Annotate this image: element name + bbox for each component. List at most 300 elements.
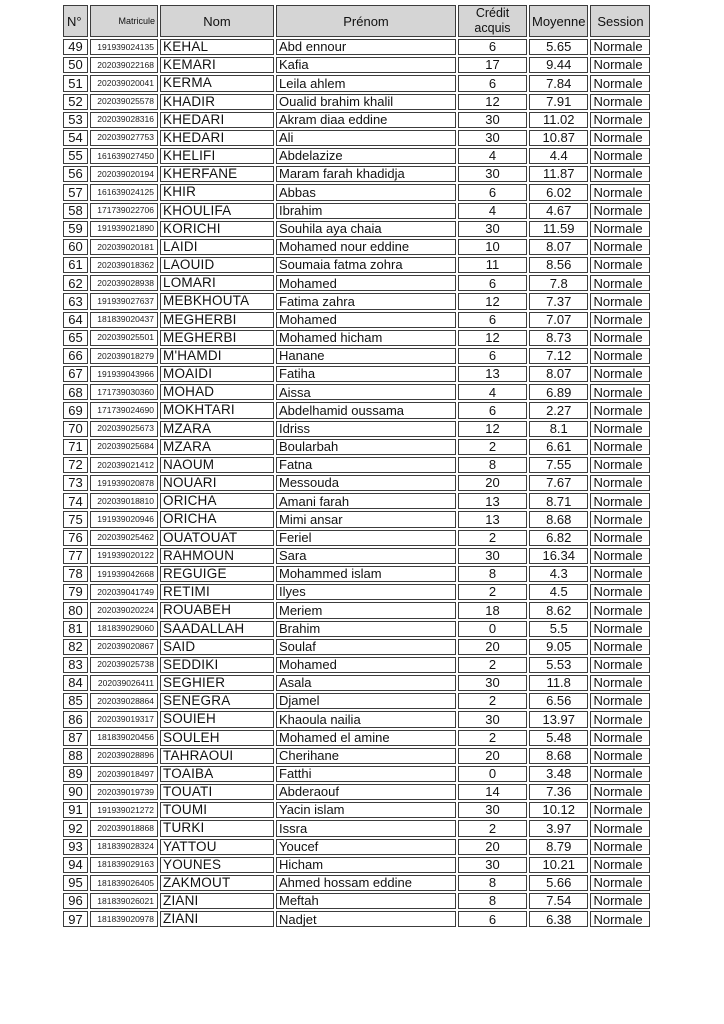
table-row bbox=[63, 312, 650, 328]
cell-nom: TOUMI bbox=[160, 802, 274, 818]
cell-moyenne: 10.12 bbox=[529, 802, 588, 818]
cell-num: 61 bbox=[63, 257, 88, 273]
cell-num: 88 bbox=[63, 748, 88, 764]
cell-prenom: Mohamed nour eddine bbox=[276, 239, 456, 255]
cell-matricule: 202039020867 bbox=[90, 639, 158, 655]
cell-session: Normale bbox=[590, 148, 650, 164]
cell-matricule: 202039041749 bbox=[90, 584, 158, 600]
cell-credit: 6 bbox=[458, 39, 527, 55]
cell-num: 73 bbox=[63, 475, 88, 491]
cell-credit: 30 bbox=[458, 166, 527, 182]
table-row bbox=[63, 566, 650, 582]
table-row bbox=[63, 166, 650, 182]
cell-credit: 14 bbox=[458, 784, 527, 800]
cell-moyenne: 6.38 bbox=[529, 911, 588, 927]
table-row bbox=[63, 657, 650, 673]
cell-credit: 18 bbox=[458, 602, 527, 618]
cell-num: 64 bbox=[63, 312, 88, 328]
cell-num: 90 bbox=[63, 784, 88, 800]
cell-prenom: Mohamed bbox=[276, 275, 456, 291]
cell-nom: SAADALLAH bbox=[160, 621, 274, 637]
cell-matricule: 202039025673 bbox=[90, 421, 158, 437]
table-row bbox=[63, 148, 650, 164]
table-row bbox=[63, 730, 650, 746]
table-row bbox=[63, 748, 650, 764]
cell-moyenne: 11.8 bbox=[529, 675, 588, 691]
cell-nom: KEMARI bbox=[160, 57, 274, 73]
cell-credit: 30 bbox=[458, 112, 527, 128]
cell-prenom: Souhila aya chaia bbox=[276, 221, 456, 237]
cell-nom: SOUIEH bbox=[160, 711, 274, 727]
cell-matricule: 181839029060 bbox=[90, 621, 158, 637]
cell-prenom: Fatiha bbox=[276, 366, 456, 382]
cell-nom: MEBKHOUTA bbox=[160, 293, 274, 309]
cell-session: Normale bbox=[590, 602, 650, 618]
cell-prenom: Abdelazize bbox=[276, 148, 456, 164]
cell-matricule: 191939042668 bbox=[90, 566, 158, 582]
cell-nom: YATTOU bbox=[160, 839, 274, 855]
table-row bbox=[63, 130, 650, 146]
cell-moyenne: 5.53 bbox=[529, 657, 588, 673]
table-body bbox=[63, 39, 650, 927]
cell-matricule: 202039020194 bbox=[90, 166, 158, 182]
cell-session: Normale bbox=[590, 312, 650, 328]
table-row bbox=[63, 257, 650, 273]
cell-matricule: 202039025738 bbox=[90, 657, 158, 673]
cell-prenom: Amani farah bbox=[276, 493, 456, 509]
cell-prenom: Hanane bbox=[276, 348, 456, 364]
cell-matricule: 202039021412 bbox=[90, 457, 158, 473]
cell-num: 93 bbox=[63, 839, 88, 855]
cell-prenom: Oualid brahim khalil bbox=[276, 94, 456, 110]
cell-num: 80 bbox=[63, 602, 88, 618]
table-row bbox=[63, 875, 650, 891]
cell-moyenne: 7.67 bbox=[529, 475, 588, 491]
cell-session: Normale bbox=[590, 820, 650, 836]
cell-num: 66 bbox=[63, 348, 88, 364]
cell-session: Normale bbox=[590, 511, 650, 527]
cell-matricule: 202039018868 bbox=[90, 820, 158, 836]
cell-session: Normale bbox=[590, 475, 650, 491]
cell-matricule: 161639024125 bbox=[90, 184, 158, 200]
cell-session: Normale bbox=[590, 639, 650, 655]
cell-credit: 6 bbox=[458, 184, 527, 200]
cell-credit: 12 bbox=[458, 94, 527, 110]
cell-nom: KEHAL bbox=[160, 39, 274, 55]
cell-num: 86 bbox=[63, 711, 88, 727]
cell-matricule: 171739022706 bbox=[90, 203, 158, 219]
cell-credit: 11 bbox=[458, 257, 527, 273]
cell-prenom: Maram farah khadidja bbox=[276, 166, 456, 182]
table-row bbox=[63, 293, 650, 309]
table-row bbox=[63, 75, 650, 91]
table-row bbox=[63, 602, 650, 618]
cell-prenom: Nadjet bbox=[276, 911, 456, 927]
cell-matricule: 202039018279 bbox=[90, 348, 158, 364]
cell-session: Normale bbox=[590, 75, 650, 91]
cell-num: 50 bbox=[63, 57, 88, 73]
cell-nom: ZAKMOUT bbox=[160, 875, 274, 891]
cell-credit: 6 bbox=[458, 275, 527, 291]
cell-session: Normale bbox=[590, 439, 650, 455]
table-row bbox=[63, 675, 650, 691]
table-row bbox=[63, 384, 650, 400]
cell-matricule: 181839020978 bbox=[90, 911, 158, 927]
cell-moyenne: 5.48 bbox=[529, 730, 588, 746]
cell-num: 91 bbox=[63, 802, 88, 818]
cell-num: 89 bbox=[63, 766, 88, 782]
cell-matricule: 202039027753 bbox=[90, 130, 158, 146]
cell-matricule: 181839028324 bbox=[90, 839, 158, 855]
cell-session: Normale bbox=[590, 94, 650, 110]
cell-prenom: Fatthi bbox=[276, 766, 456, 782]
cell-session: Normale bbox=[590, 802, 650, 818]
cell-credit: 12 bbox=[458, 330, 527, 346]
header-row bbox=[63, 5, 650, 37]
cell-session: Normale bbox=[590, 330, 650, 346]
cell-credit: 2 bbox=[458, 693, 527, 709]
cell-matricule: 181839026405 bbox=[90, 875, 158, 891]
table-row bbox=[63, 530, 650, 546]
cell-moyenne: 8.1 bbox=[529, 421, 588, 437]
table-row bbox=[63, 366, 650, 382]
cell-prenom: Akram diaa eddine bbox=[276, 112, 456, 128]
cell-num: 71 bbox=[63, 439, 88, 455]
cell-session: Normale bbox=[590, 112, 650, 128]
cell-num: 55 bbox=[63, 148, 88, 164]
cell-credit: 4 bbox=[458, 203, 527, 219]
cell-nom: LAOUID bbox=[160, 257, 274, 273]
cell-moyenne: 4.4 bbox=[529, 148, 588, 164]
cell-session: Normale bbox=[590, 203, 650, 219]
cell-credit: 20 bbox=[458, 639, 527, 655]
cell-credit: 4 bbox=[458, 384, 527, 400]
cell-moyenne: 16.34 bbox=[529, 548, 588, 564]
cell-nom: KHADIR bbox=[160, 94, 274, 110]
cell-matricule: 202039025462 bbox=[90, 530, 158, 546]
cell-prenom: Abdelhamid oussama bbox=[276, 402, 456, 418]
cell-session: Normale bbox=[590, 166, 650, 182]
cell-prenom: Yacin islam bbox=[276, 802, 456, 818]
cell-credit: 0 bbox=[458, 766, 527, 782]
cell-moyenne: 7.12 bbox=[529, 348, 588, 364]
cell-moyenne: 13.97 bbox=[529, 711, 588, 727]
table-row bbox=[63, 421, 650, 437]
cell-moyenne: 7.36 bbox=[529, 784, 588, 800]
cell-nom: KHELIFI bbox=[160, 148, 274, 164]
cell-moyenne: 5.65 bbox=[529, 39, 588, 55]
table-row bbox=[63, 711, 650, 727]
cell-session: Normale bbox=[590, 293, 650, 309]
cell-nom: MEGHERBI bbox=[160, 330, 274, 346]
cell-prenom: Leila ahlem bbox=[276, 75, 456, 91]
cell-prenom: Meftah bbox=[276, 893, 456, 909]
cell-matricule: 202039025684 bbox=[90, 439, 158, 455]
cell-matricule: 202039028938 bbox=[90, 275, 158, 291]
cell-prenom: Abbas bbox=[276, 184, 456, 200]
cell-nom: KORICHI bbox=[160, 221, 274, 237]
cell-moyenne: 4.5 bbox=[529, 584, 588, 600]
table-row bbox=[63, 584, 650, 600]
cell-num: 87 bbox=[63, 730, 88, 746]
cell-nom: OUATOUAT bbox=[160, 530, 274, 546]
table-row bbox=[63, 857, 650, 873]
cell-num: 59 bbox=[63, 221, 88, 237]
cell-matricule: 202039028896 bbox=[90, 748, 158, 764]
cell-moyenne: 6.02 bbox=[529, 184, 588, 200]
table-row bbox=[63, 911, 650, 927]
cell-nom: KHERFANE bbox=[160, 166, 274, 182]
cell-num: 62 bbox=[63, 275, 88, 291]
cell-nom: SEGHIER bbox=[160, 675, 274, 691]
col-header-nom: Nom bbox=[160, 5, 274, 37]
cell-session: Normale bbox=[590, 784, 650, 800]
cell-session: Normale bbox=[590, 730, 650, 746]
cell-prenom: Soulaf bbox=[276, 639, 456, 655]
cell-session: Normale bbox=[590, 766, 650, 782]
cell-moyenne: 11.02 bbox=[529, 112, 588, 128]
cell-prenom: Ilyes bbox=[276, 584, 456, 600]
cell-credit: 2 bbox=[458, 820, 527, 836]
cell-nom: MZARA bbox=[160, 421, 274, 437]
cell-moyenne: 7.07 bbox=[529, 312, 588, 328]
table-row bbox=[63, 330, 650, 346]
cell-nom: NOUARI bbox=[160, 475, 274, 491]
cell-credit: 8 bbox=[458, 457, 527, 473]
cell-num: 75 bbox=[63, 511, 88, 527]
cell-session: Normale bbox=[590, 875, 650, 891]
cell-credit: 20 bbox=[458, 475, 527, 491]
cell-prenom: Ali bbox=[276, 130, 456, 146]
cell-num: 67 bbox=[63, 366, 88, 382]
cell-matricule: 181839029163 bbox=[90, 857, 158, 873]
cell-num: 92 bbox=[63, 820, 88, 836]
table-row bbox=[63, 693, 650, 709]
cell-nom: ROUABEH bbox=[160, 602, 274, 618]
cell-nom: TURKI bbox=[160, 820, 274, 836]
cell-nom: LOMARI bbox=[160, 275, 274, 291]
cell-moyenne: 6.82 bbox=[529, 530, 588, 546]
cell-matricule: 191939020878 bbox=[90, 475, 158, 491]
table-row bbox=[63, 639, 650, 655]
cell-prenom: Feriel bbox=[276, 530, 456, 546]
cell-prenom: Messouda bbox=[276, 475, 456, 491]
cell-session: Normale bbox=[590, 421, 650, 437]
cell-matricule: 191939020122 bbox=[90, 548, 158, 564]
cell-credit: 12 bbox=[458, 421, 527, 437]
cell-prenom: Mohamed bbox=[276, 312, 456, 328]
cell-moyenne: 7.55 bbox=[529, 457, 588, 473]
cell-nom: KHIR bbox=[160, 184, 274, 200]
cell-session: Normale bbox=[590, 857, 650, 873]
cell-num: 52 bbox=[63, 94, 88, 110]
cell-session: Normale bbox=[590, 657, 650, 673]
cell-matricule: 202039018362 bbox=[90, 257, 158, 273]
cell-nom: KERMA bbox=[160, 75, 274, 91]
cell-matricule: 202039020041 bbox=[90, 75, 158, 91]
cell-credit: 6 bbox=[458, 312, 527, 328]
cell-matricule: 161639027450 bbox=[90, 148, 158, 164]
cell-prenom: Asala bbox=[276, 675, 456, 691]
cell-nom: MEGHERBI bbox=[160, 312, 274, 328]
cell-prenom: Aissa bbox=[276, 384, 456, 400]
cell-credit: 6 bbox=[458, 402, 527, 418]
cell-prenom: Mohamed hicham bbox=[276, 330, 456, 346]
cell-nom: ORICHA bbox=[160, 493, 274, 509]
table-row bbox=[63, 402, 650, 418]
cell-session: Normale bbox=[590, 39, 650, 55]
cell-credit: 8 bbox=[458, 566, 527, 582]
cell-session: Normale bbox=[590, 893, 650, 909]
col-header-num: N° bbox=[63, 5, 88, 37]
cell-moyenne: 3.97 bbox=[529, 820, 588, 836]
table-row bbox=[63, 766, 650, 782]
cell-nom: MOHAD bbox=[160, 384, 274, 400]
cell-session: Normale bbox=[590, 548, 650, 564]
cell-credit: 2 bbox=[458, 657, 527, 673]
cell-num: 49 bbox=[63, 39, 88, 55]
table-header bbox=[63, 5, 650, 37]
cell-nom: SENEGRA bbox=[160, 693, 274, 709]
cell-moyenne: 5.5 bbox=[529, 621, 588, 637]
cell-nom: KHOULIFA bbox=[160, 203, 274, 219]
cell-num: 56 bbox=[63, 166, 88, 182]
cell-credit: 0 bbox=[458, 621, 527, 637]
table-row bbox=[63, 94, 650, 110]
cell-prenom: Djamel bbox=[276, 693, 456, 709]
table-row bbox=[63, 475, 650, 491]
table-row bbox=[63, 493, 650, 509]
cell-nom: TOUATI bbox=[160, 784, 274, 800]
cell-moyenne: 4.67 bbox=[529, 203, 588, 219]
cell-session: Normale bbox=[590, 184, 650, 200]
cell-credit: 10 bbox=[458, 239, 527, 255]
cell-num: 63 bbox=[63, 293, 88, 309]
cell-session: Normale bbox=[590, 493, 650, 509]
cell-nom: REGUIGE bbox=[160, 566, 274, 582]
cell-moyenne: 7.37 bbox=[529, 293, 588, 309]
cell-num: 70 bbox=[63, 421, 88, 437]
cell-prenom: Fatna bbox=[276, 457, 456, 473]
cell-moyenne: 7.8 bbox=[529, 275, 588, 291]
cell-credit: 20 bbox=[458, 839, 527, 855]
cell-moyenne: 6.89 bbox=[529, 384, 588, 400]
cell-prenom: Mohamed bbox=[276, 657, 456, 673]
cell-nom: MOAIDI bbox=[160, 366, 274, 382]
cell-credit: 2 bbox=[458, 530, 527, 546]
cell-moyenne: 8.68 bbox=[529, 511, 588, 527]
cell-num: 97 bbox=[63, 911, 88, 927]
table-row bbox=[63, 820, 650, 836]
cell-prenom: Abderaouf bbox=[276, 784, 456, 800]
cell-prenom: Fatima zahra bbox=[276, 293, 456, 309]
cell-prenom: Boularbah bbox=[276, 439, 456, 455]
cell-session: Normale bbox=[590, 402, 650, 418]
cell-num: 60 bbox=[63, 239, 88, 255]
cell-num: 96 bbox=[63, 893, 88, 909]
cell-matricule: 202039025578 bbox=[90, 94, 158, 110]
col-header-credit: Crédit acquis bbox=[458, 5, 527, 37]
cell-credit: 20 bbox=[458, 748, 527, 764]
cell-nom: RAHMOUN bbox=[160, 548, 274, 564]
cell-num: 82 bbox=[63, 639, 88, 655]
cell-nom: KHEDARI bbox=[160, 130, 274, 146]
cell-credit: 12 bbox=[458, 293, 527, 309]
table-row bbox=[63, 57, 650, 73]
cell-credit: 30 bbox=[458, 857, 527, 873]
cell-moyenne: 8.71 bbox=[529, 493, 588, 509]
cell-nom: TOAIBA bbox=[160, 766, 274, 782]
cell-moyenne: 8.73 bbox=[529, 330, 588, 346]
table-row bbox=[63, 221, 650, 237]
cell-num: 77 bbox=[63, 548, 88, 564]
cell-moyenne: 3.48 bbox=[529, 766, 588, 782]
cell-num: 79 bbox=[63, 584, 88, 600]
cell-num: 76 bbox=[63, 530, 88, 546]
cell-moyenne: 2.27 bbox=[529, 402, 588, 418]
cell-num: 78 bbox=[63, 566, 88, 582]
cell-num: 81 bbox=[63, 621, 88, 637]
cell-nom: NAOUM bbox=[160, 457, 274, 473]
cell-session: Normale bbox=[590, 748, 650, 764]
cell-matricule: 202039019739 bbox=[90, 784, 158, 800]
cell-session: Normale bbox=[590, 711, 650, 727]
cell-num: 58 bbox=[63, 203, 88, 219]
cell-matricule: 202039019317 bbox=[90, 711, 158, 727]
table-row bbox=[63, 275, 650, 291]
cell-nom: SEDDIKI bbox=[160, 657, 274, 673]
cell-prenom: Cherihane bbox=[276, 748, 456, 764]
cell-nom: KHEDARI bbox=[160, 112, 274, 128]
cell-session: Normale bbox=[590, 566, 650, 582]
cell-credit: 13 bbox=[458, 493, 527, 509]
cell-prenom: Sara bbox=[276, 548, 456, 564]
cell-moyenne: 8.79 bbox=[529, 839, 588, 855]
table-row bbox=[63, 39, 650, 55]
cell-nom: TAHRAOUI bbox=[160, 748, 274, 764]
cell-matricule: 181839026021 bbox=[90, 893, 158, 909]
table-row bbox=[63, 439, 650, 455]
cell-num: 51 bbox=[63, 75, 88, 91]
table-row bbox=[63, 184, 650, 200]
cell-credit: 6 bbox=[458, 911, 527, 927]
cell-matricule: 191939021890 bbox=[90, 221, 158, 237]
cell-moyenne: 10.87 bbox=[529, 130, 588, 146]
cell-matricule: 191939024135 bbox=[90, 39, 158, 55]
cell-credit: 13 bbox=[458, 366, 527, 382]
cell-nom: SOULEH bbox=[160, 730, 274, 746]
cell-moyenne: 8.68 bbox=[529, 748, 588, 764]
cell-prenom: Mimi ansar bbox=[276, 511, 456, 527]
cell-credit: 2 bbox=[458, 439, 527, 455]
cell-prenom: Soumaia fatma zohra bbox=[276, 257, 456, 273]
cell-matricule: 181839020456 bbox=[90, 730, 158, 746]
cell-moyenne: 10.21 bbox=[529, 857, 588, 873]
cell-matricule: 181839020437 bbox=[90, 312, 158, 328]
cell-credit: 30 bbox=[458, 548, 527, 564]
cell-prenom: Issra bbox=[276, 820, 456, 836]
cell-prenom: Youcef bbox=[276, 839, 456, 855]
cell-num: 53 bbox=[63, 112, 88, 128]
cell-moyenne: 5.66 bbox=[529, 875, 588, 891]
cell-num: 85 bbox=[63, 693, 88, 709]
cell-credit: 6 bbox=[458, 75, 527, 91]
cell-nom: ZIANI bbox=[160, 911, 274, 927]
cell-num: 57 bbox=[63, 184, 88, 200]
cell-nom: M'HAMDI bbox=[160, 348, 274, 364]
cell-matricule: 171739030360 bbox=[90, 384, 158, 400]
cell-credit: 6 bbox=[458, 348, 527, 364]
